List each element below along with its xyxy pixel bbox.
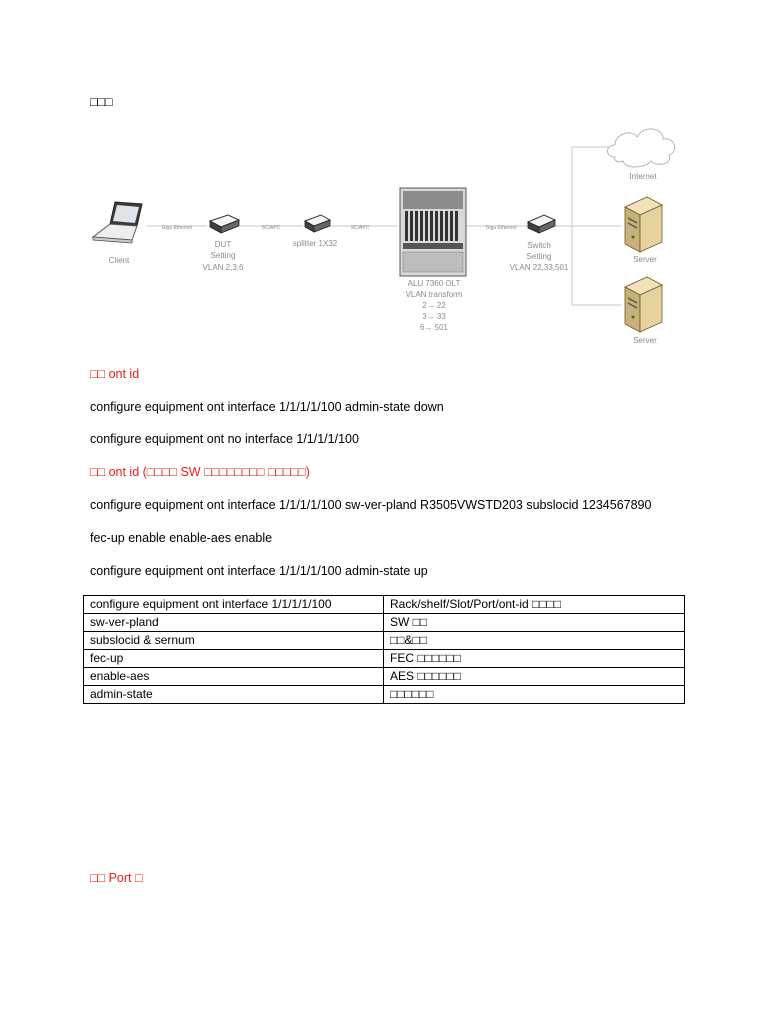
dut-label-2: Setting — [210, 251, 236, 260]
section-title-port: □□ Port □ — [90, 871, 143, 885]
olt-label-4: 3→ 33 — [422, 312, 446, 321]
switch-label-2: Setting — [526, 252, 552, 261]
link-scapc-2-label: SC/APC — [350, 225, 370, 231]
table-cell-param: configure equipment ont interface 1/1/1/1/100 — [84, 596, 384, 614]
section-title-delete-ont: □□ ont id — [90, 367, 140, 381]
command-admin-down: configure equipment ont interface 1/1/1/1/100 admin-state down — [90, 400, 444, 414]
olt-label-2: VLAN transform — [405, 290, 463, 299]
olt-label-1: ALU 7360 OLT — [407, 279, 461, 288]
table-cell-desc: □□□□□□ — [384, 686, 685, 704]
switch-label-3: VLAN 22,33,501 — [509, 263, 569, 272]
table-cell-param: fec-up — [84, 650, 384, 668]
table-row — [84, 614, 685, 632]
switch-device-icon — [528, 215, 555, 233]
table-cell-desc: Rack/shelf/Slot/Port/ont-id □□□□ — [384, 596, 685, 614]
table-row — [84, 668, 685, 686]
dut-label-3: VLAN 2,3,6 — [202, 263, 244, 272]
server-1-label: Server — [633, 255, 657, 264]
table-cell-param: admin-state — [84, 686, 384, 704]
network-diagram — [85, 115, 685, 350]
olt-chassis-icon — [400, 188, 466, 276]
internet-label: Internet — [629, 172, 657, 181]
olt-label-3: 2→ 22 — [422, 301, 446, 310]
laptop-icon — [93, 202, 142, 243]
table-cell-param: subslocid & sernum — [84, 632, 384, 650]
link-gige-2-label: Gigu Ethernet — [485, 225, 517, 231]
table-cell-desc: AES □□□□□□ — [384, 668, 685, 686]
server-1-icon — [625, 197, 662, 252]
table-cell-param: sw-ver-pland — [84, 614, 384, 632]
olt-label-5: 6→ 501 — [419, 323, 449, 332]
section-title-create-ont: □□ ont id (□□□□ SW □□□□□□□□ □□□□□) — [90, 465, 310, 479]
command-create-interface: configure equipment ont interface 1/1/1/1/100 sw-ver-pland R3505VWSTD203 subslocid 1234567890 — [90, 498, 652, 512]
dut-device-icon — [210, 215, 239, 233]
server-2-label: Server — [633, 336, 657, 345]
server-2-icon — [625, 277, 662, 332]
command-fec-aes: fec-up enable enable-aes enable — [90, 531, 273, 545]
table-row — [84, 650, 685, 668]
parameter-table — [83, 595, 685, 704]
table-row — [84, 686, 685, 704]
table-cell-desc: □□&□□ — [384, 632, 685, 650]
table-cell-desc: FEC □□□□□□ — [384, 650, 685, 668]
command-no-interface: configure equipment ont no interface 1/1/1/1/100 — [90, 432, 359, 446]
table-row — [84, 632, 685, 650]
table-row — [84, 596, 685, 614]
link-scapc-1-label: SC/APC — [261, 225, 281, 231]
internet-cloud-icon — [608, 129, 675, 167]
switch-label-1: Switch — [527, 241, 551, 250]
table-cell-param: enable-aes — [84, 668, 384, 686]
splitter-label: splitter 1X32 — [292, 239, 338, 248]
command-admin-up: configure equipment ont interface 1/1/1/1/100 admin-state up — [90, 564, 428, 578]
doc-heading: □□□ — [90, 95, 113, 109]
dut-label-1: DUT — [214, 240, 232, 249]
link-gige-1-label: Gigu Ethernet — [161, 225, 193, 231]
table-cell-desc: SW □□ — [384, 614, 685, 632]
client-label: Client — [108, 256, 130, 265]
splitter-device-icon — [305, 215, 330, 232]
